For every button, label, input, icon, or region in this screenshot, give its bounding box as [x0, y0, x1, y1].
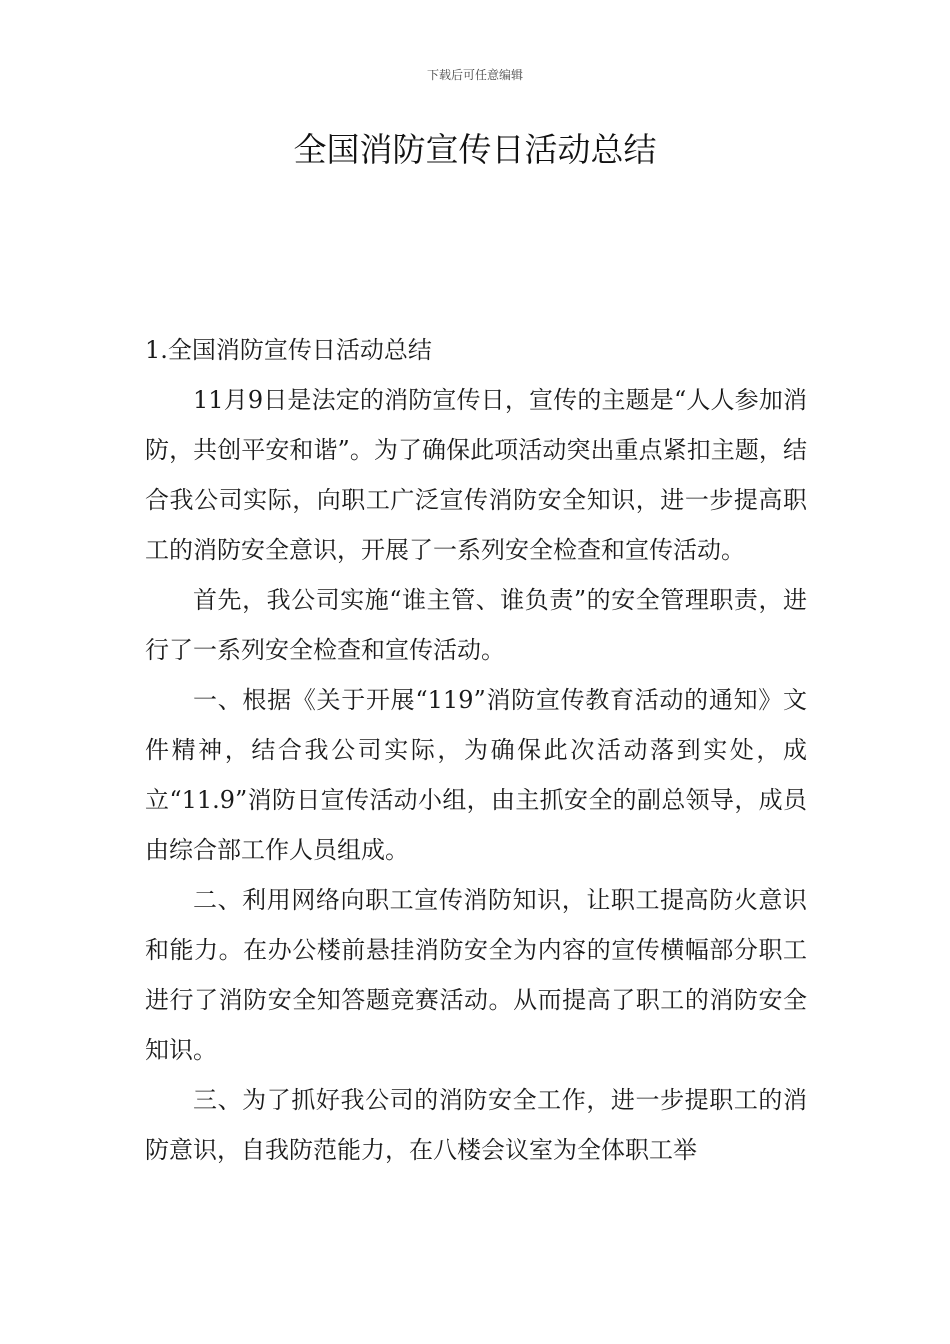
paragraph-item-1: 一、根据《关于开展“119”消防宣传教育活动的通知》文件精神，结合我公司实际，为确保此次活动落到实处，成立“11.9”消防日宣传活动小组，由主抓安全的副总领导，成员由综合部工作人员组成。 [145, 686, 807, 864]
paragraph-first: 首先，我公司实施“谁主管、谁负责”的安全管理职责，进行了一系列安全检查和宣传活动。 [145, 586, 807, 664]
document-body [145, 325, 807, 1175]
document-title: 全国消防宣传日活动总结 [293, 130, 657, 169]
paragraph-intro: 11月9日是法定的消防宣传日，宣传的主题是“人人参加消防，共创平安和谐”。为了确保此项活动突出重点紧扣主题，结合我公司实际，向职工广泛宣传消防安全知识，进一步提高职工的消防安全意识，开展了一系列安全检查和宣传活动。 [145, 386, 807, 564]
section-heading: 1.全国消防宣传日活动总结 [145, 336, 432, 364]
paragraph-item-3: 三、为了抓好我公司的消防安全工作，进一步提职工的消防意识，自我防范能力，在八楼会议室为全体职工举 [145, 1086, 807, 1164]
paragraph-item-2: 二、利用网络向职工宣传消防知识，让职工提高防火意识和能力。在办公楼前悬挂消防安全为内容的宣传横幅部分职工进行了消防安全知答题竞赛活动。从而提高了职工的消防安全知识。 [145, 886, 807, 1064]
header-note: 下载后可任意编辑 [426, 68, 523, 82]
